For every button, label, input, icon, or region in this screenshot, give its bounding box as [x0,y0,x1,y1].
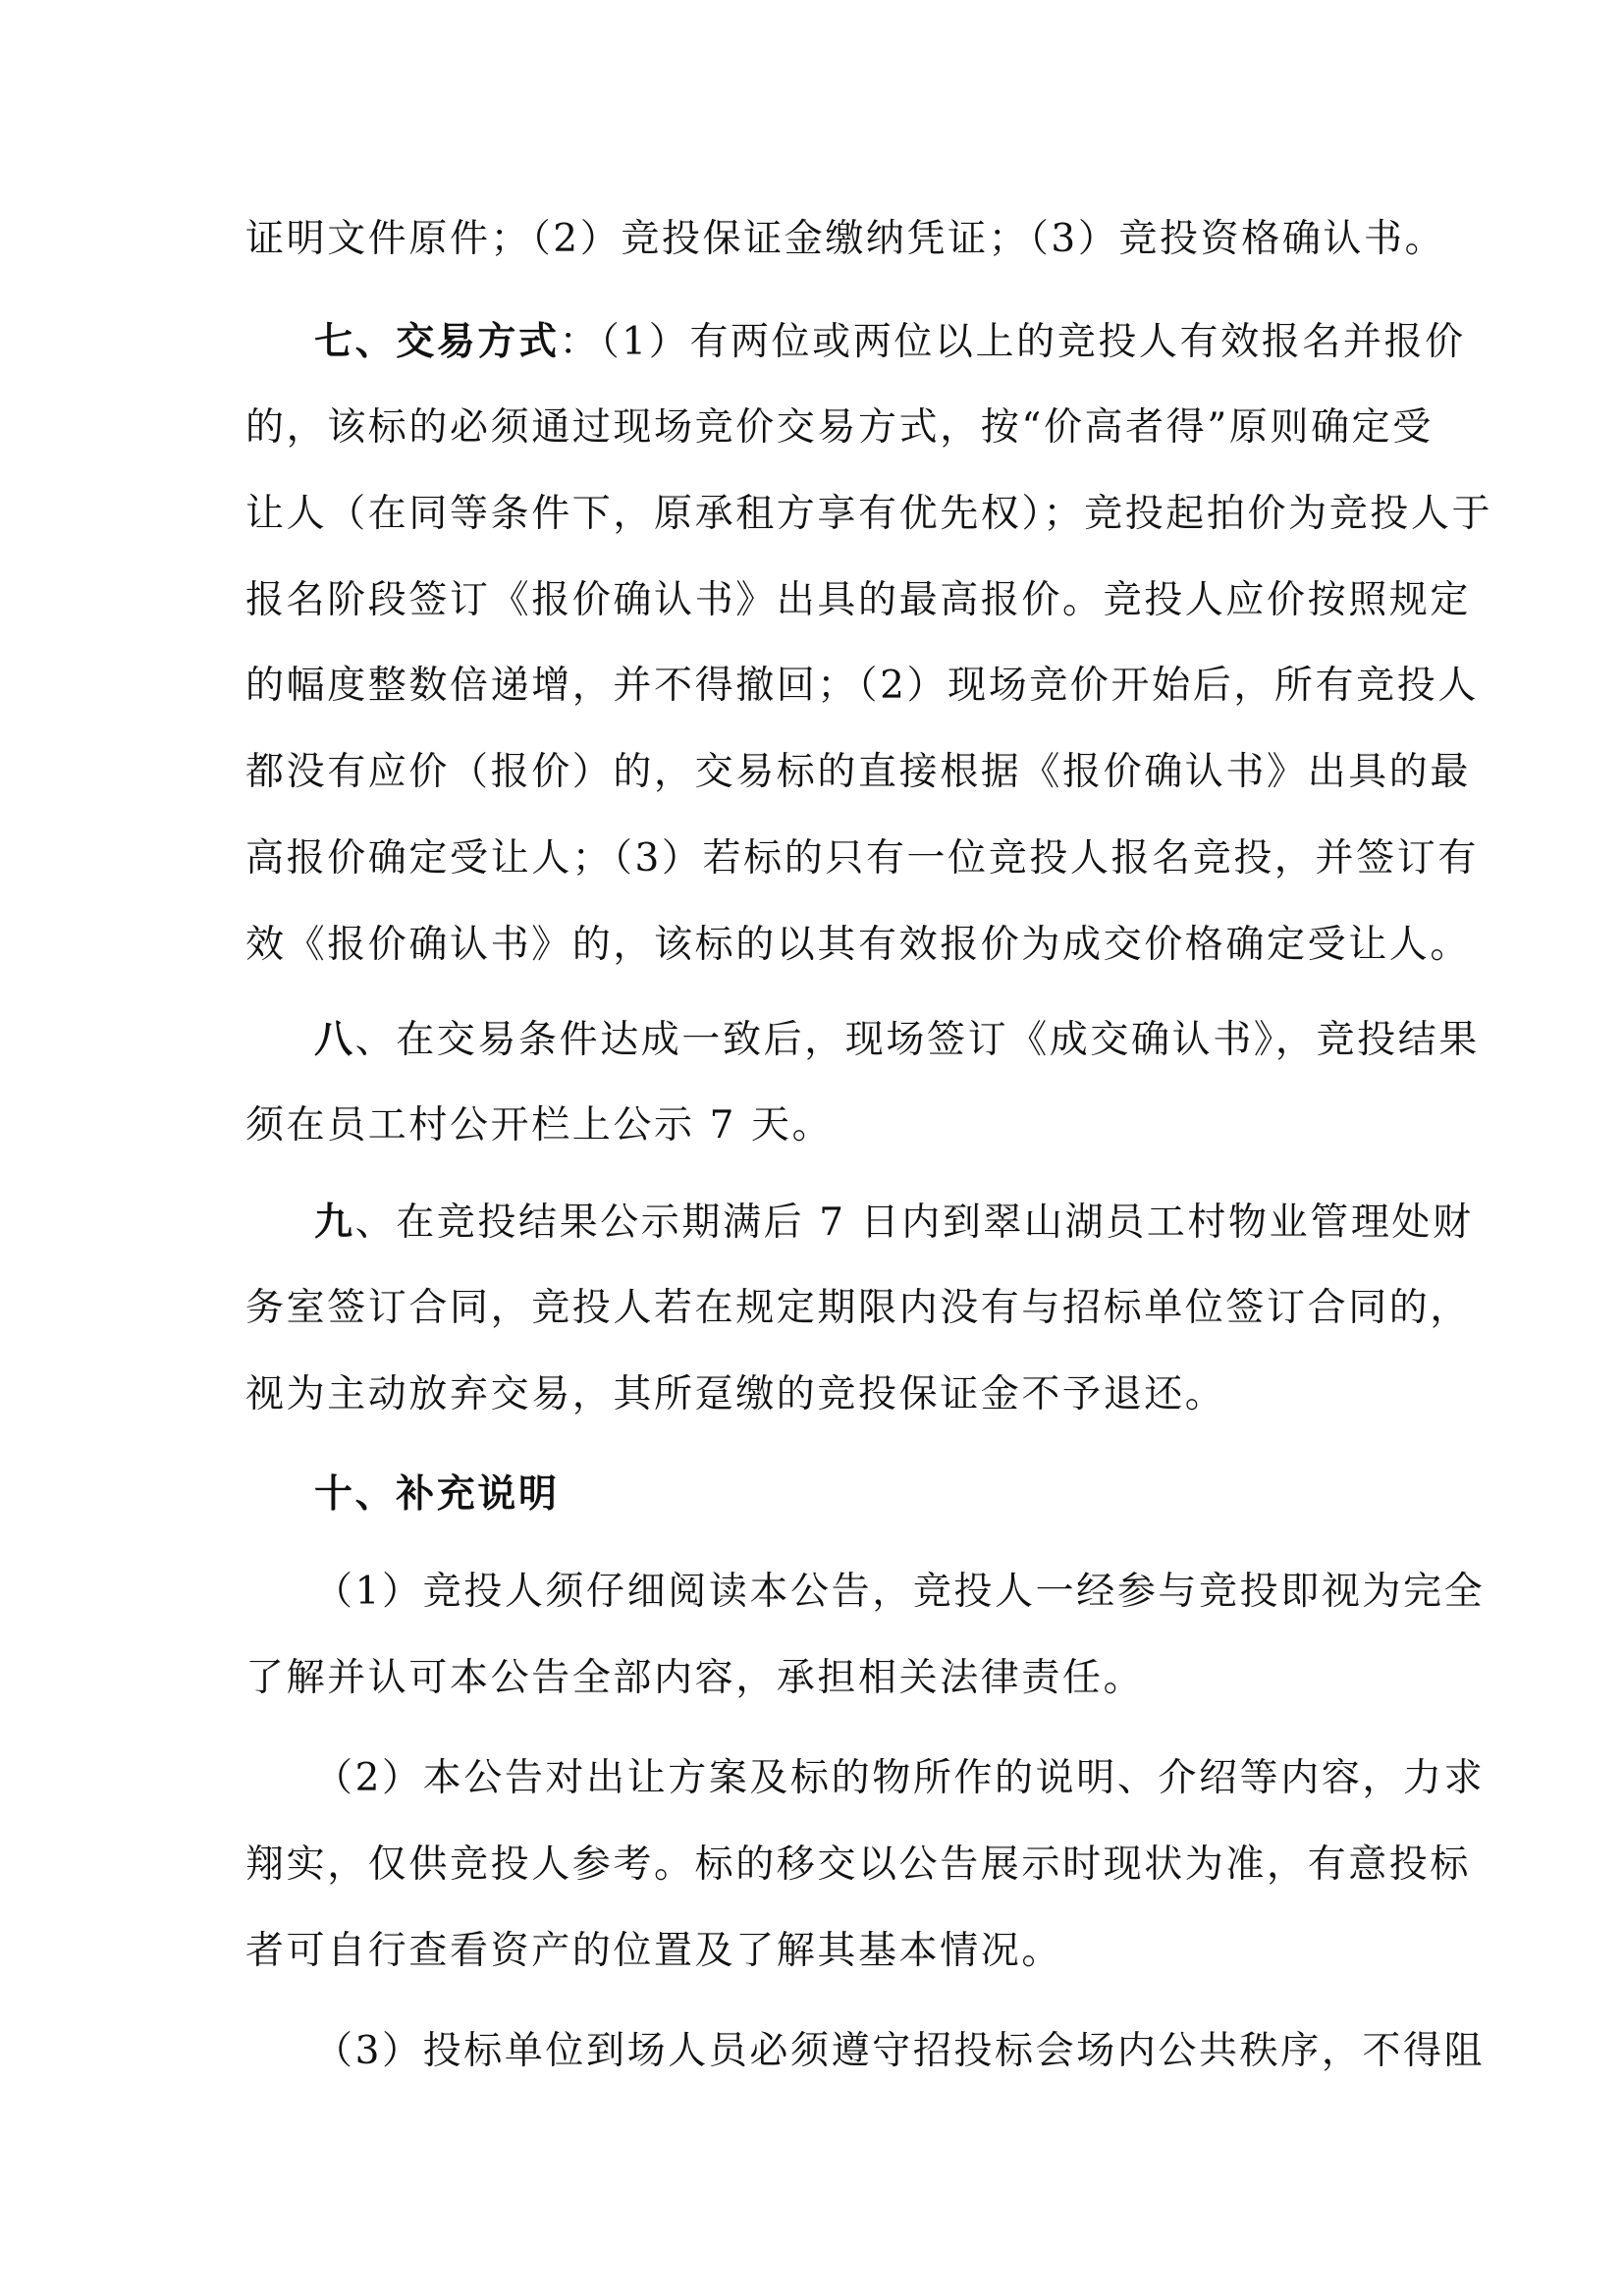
line-text: 报名阶段签订《报价确认书》出具的最高报价。竞投人应价按照规定 [245,578,1472,622]
line-text: 证明文件原件；（2）竞投保证金缴纳凭证；（3）竞投资格确认书。 [245,217,1446,261]
section-heading: 七、交易方式 [314,319,560,364]
text-line [245,1657,1144,1700]
line-text: （1）竞投人须仔细阅读本公告，竞投人一经参与竞投即视为完全 [314,1570,1486,1614]
text-line [245,837,1479,881]
text-line [245,406,1434,450]
line-text: （3）投标单位到场人员必须遵守招投标会场内公共秩序，不得阻 [314,2029,1486,2073]
line-text: 都没有应价（报价）的，交易标的直接根据《报价确认书》出具的最 [245,750,1472,794]
section-heading: 八 [314,1017,355,1062]
section-heading: 十、补充说明 [314,1471,560,1517]
text-line [245,1843,1471,1887]
line-text: 让人（在同等条件下，原承租方享有优先权）；竞投起拍价为竞投人于 [245,492,1493,536]
line-text: 视为主动放弃交易，其所趸缴的竞投保证金不予退还。 [245,1372,1226,1416]
text-line [245,579,1471,622]
section-heading: 九 [314,1200,355,1245]
section-nine-line [314,1201,1474,1245]
line-text: 须在员工村公开栏上公示 7 天。 [245,1103,834,1148]
text-line [245,1104,833,1148]
text-line [245,1287,1471,1330]
section-seven-line [314,320,1466,364]
line-text: 者可自行查看资产的位置及了解其基本情况。 [245,1929,1063,1973]
text-line [245,1373,1225,1416]
section-ten-line [314,1472,560,1517]
text-line [245,924,1471,967]
line-text: 翔实，仅供竞投人参考。标的移交以公告展示时现状为准，有意投标 [245,1842,1472,1887]
text-line [314,1571,1485,1614]
line-text: ：（1）有两位或两位以上的竞投人有效报名并报价 [559,320,1466,364]
line-text: 务室签订合同，竞投人若在规定期限内没有与招标单位签订合同的， [245,1286,1472,1330]
line-text: 的，该标的必须通过现场竞价交易方式，按“价高者得”原则确定受 [245,405,1434,450]
line-text: （2）本公告对出让方案及标的物所作的说明、介绍等内容，力求 [314,1756,1486,1800]
line-text: 高报价确定受让人；（3）若标的只有一位竞投人报名竞投，并签订有 [245,836,1479,881]
text-line [245,218,1445,261]
line-text: 效《报价确认书》的，该标的以其有效报价为成交价格确定受让人。 [245,923,1472,967]
section-eight-line [314,1018,1480,1062]
text-line [245,751,1471,794]
text-line [314,1757,1485,1800]
line-text: 、在竞投结果公示期满后 7 日内到翠山湖员工村物业管理处财 [354,1201,1474,1245]
line-text: 了解并认可本公告全部内容，承担相关法律责任。 [245,1656,1145,1700]
line-text: 的幅度整数倍递增，并不得撤回；（2）现场竞价开始后，所有竞投人 [245,664,1479,708]
line-text: 、在交易条件达成一致后，现场签订《成交确认书》，竞投结果 [354,1018,1480,1062]
text-line [245,1930,1062,1973]
text-line [245,493,1492,536]
text-line [245,665,1479,708]
text-line [314,2030,1485,2073]
